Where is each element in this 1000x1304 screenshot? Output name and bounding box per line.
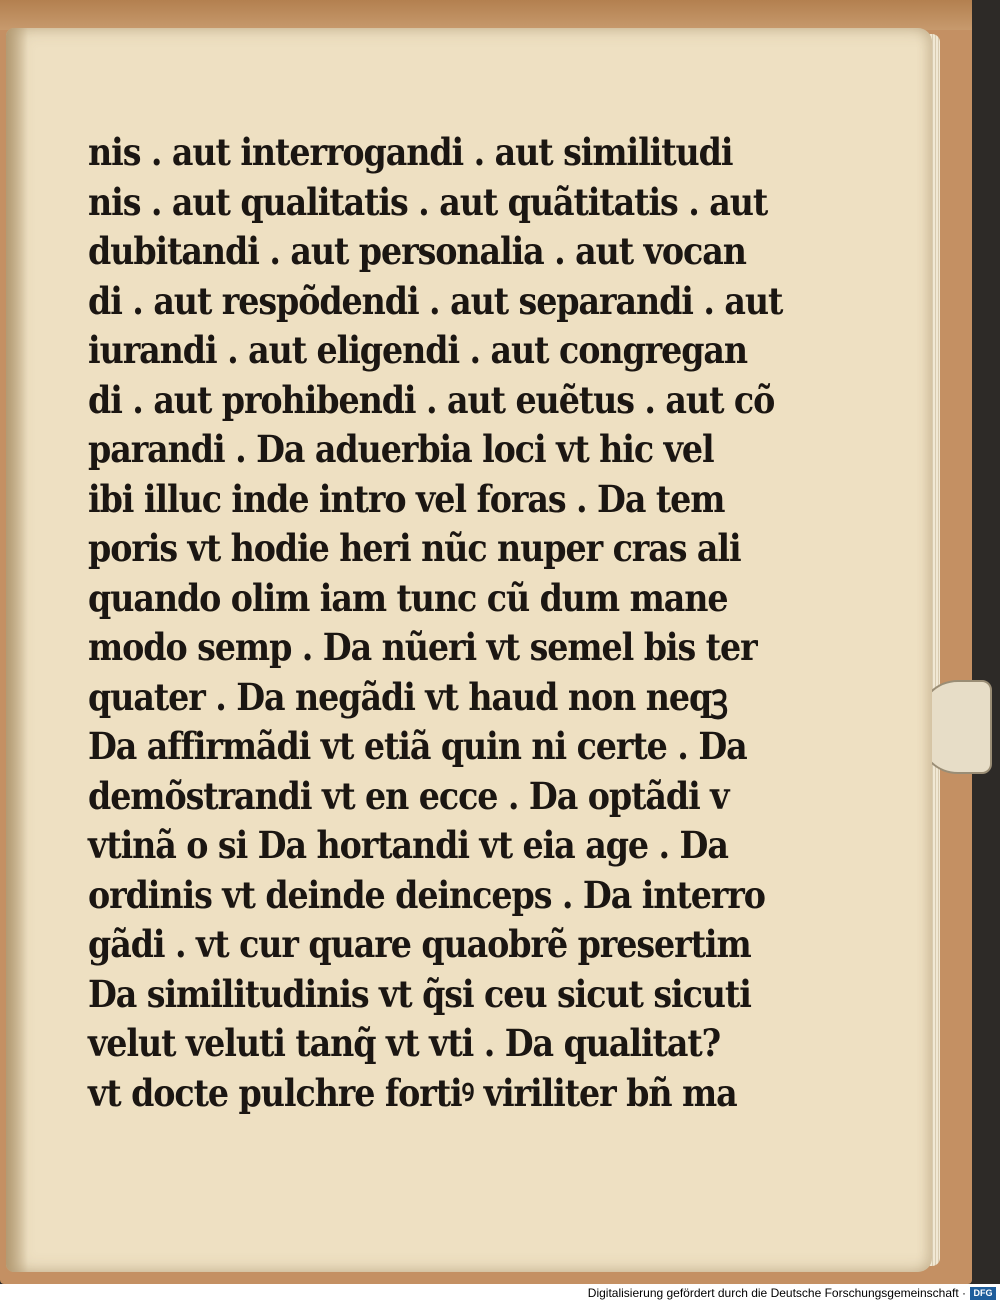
dfg-logo: DFG (970, 1287, 996, 1300)
text-line: di . aut prohibendi . aut euẽtus . aut cõ (88, 377, 775, 422)
text-line: modo semp . Da nũeri vt semel bis ter (88, 625, 757, 669)
text-line: Da similitudinis vt q̃si ceu sicut sicuti (88, 971, 751, 1016)
text-line: demõstrandi vt en ecce . Da optãdi v (88, 773, 729, 818)
text-line: vt docte pulchre fortiꝰ viriliter bñ ma (88, 1070, 737, 1115)
text-block (88, 128, 783, 1118)
text-line: poris vt hodie heri nũc nuper cras ali (88, 526, 741, 570)
text-line: nis . aut interrogandi . aut similitudi (88, 130, 733, 174)
text-line: vtinã o si Da hortandi vt eia age . Da (88, 823, 728, 867)
text-line: dubitandi . aut personalia . aut vocan (88, 229, 746, 273)
text-line: quater . Da negãdi vt haud non neqꝫ (88, 674, 728, 719)
page-gutter (6, 28, 28, 1272)
text-line: gãdi . vt cur quare quaobrẽ presertim (88, 922, 751, 966)
cover-top-edge (0, 0, 972, 30)
text-line: parandi . Da aduerbia loci vt hic vel (88, 427, 714, 471)
text-line: velut veluti tanq̃ vt vti . Da qualitat? (88, 1021, 721, 1065)
footer-bar (0, 1284, 1000, 1304)
text-line: iurandi . aut eligendi . aut congregan (88, 328, 748, 372)
text-line: ibi illuc inde intro vel foras . Da tem (88, 476, 725, 521)
text-line: ordinis vt deinde deinceps . Da interro (88, 872, 765, 917)
text-line: Da affirmãdi vt etiã quin ni certe . Da (88, 724, 747, 768)
funding-notice: Digitalisierung gefördert durch die Deutsche Forschungsgemeinschaft · (587, 1286, 966, 1300)
text-line: nis . aut qualitatis . aut quãtitatis . aut (88, 179, 768, 224)
text-line: di . aut respõdendi . aut separandi . aut (88, 278, 783, 323)
text-line: quando olim iam tunc cũ dum mane (88, 575, 728, 620)
